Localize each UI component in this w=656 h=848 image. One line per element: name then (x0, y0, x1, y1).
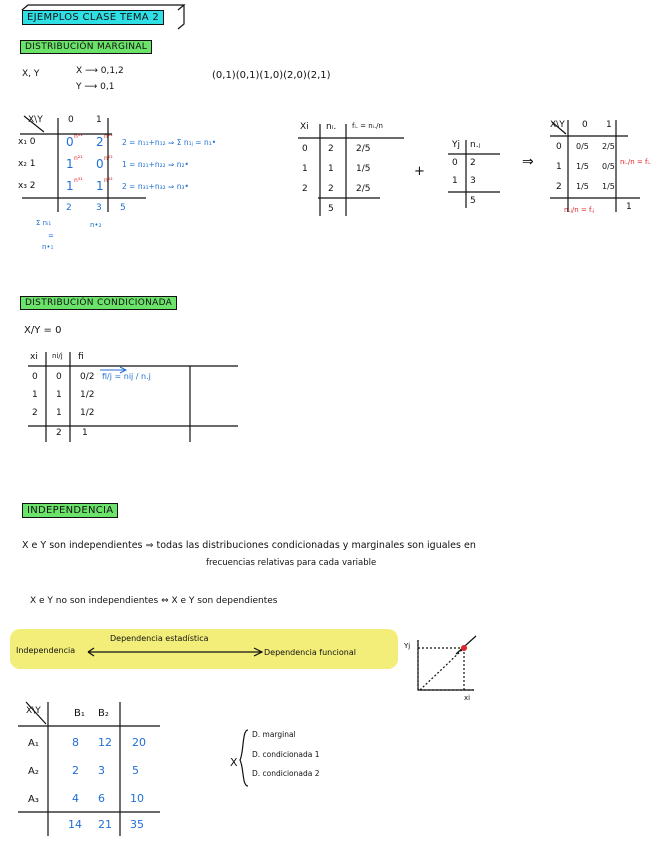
ex-grand-total: 35 (130, 818, 144, 831)
vars-text: X, Y (22, 69, 40, 79)
rt-cell: 0/5 (602, 162, 615, 171)
scale-right: Dependencia funcional (264, 648, 356, 657)
tx-cell: 2 (328, 144, 334, 154)
tx-cell: 2/5 (356, 184, 371, 194)
ex-row-h: A₂ (28, 766, 39, 777)
ex-row-total: 20 (132, 736, 146, 749)
plot-x-label: xi (464, 694, 471, 702)
ct-cell: 0/2 (80, 372, 95, 382)
list-item: D. marginal (252, 730, 296, 739)
col-total: 2 (66, 203, 72, 213)
y-map: Y ⟶ 0,1 (76, 82, 115, 92)
ct-cell: 1/2 (80, 390, 95, 400)
row-note: 2 = n₃₁+n₃₂ ⇒ n₃• (122, 182, 189, 191)
ex-cell: 4 (72, 792, 79, 805)
tx-cell: 2 (302, 184, 308, 194)
ex-col: B₂ (98, 708, 109, 719)
ex-cell: 6 (98, 792, 105, 805)
ex-row-h: A₁ (28, 738, 39, 749)
foot-n1: n•₁ (42, 243, 54, 251)
ex-col-total: 14 (68, 818, 82, 831)
x-map: X ⟶ 0,1,2 (76, 66, 124, 76)
ex-cell: 2 (72, 764, 79, 777)
tx-total: 5 (328, 204, 334, 214)
ty-cell: 3 (470, 176, 476, 186)
conditional-text: X/Y = 0 (24, 325, 62, 336)
indep-line2: X e Y no son independientes ⇔ X e Y son dependientes (30, 596, 278, 606)
indep-line1b: frecuencias relativas para cada variable (206, 558, 377, 568)
foot-n2: n•₂ (90, 221, 102, 229)
tx-h2: fᵢ. = nᵢ./n (352, 122, 383, 130)
rt-cell: 0/5 (576, 142, 589, 151)
joint-cell: 1 (66, 179, 74, 193)
scale-left: Independencia (16, 646, 76, 655)
list-item: D. condicionada 2 (252, 769, 320, 778)
ct-h: xi (30, 352, 38, 362)
joint-cell: 1 (66, 157, 74, 171)
rt-col: 1 (606, 120, 612, 130)
ty-total: 5 (470, 196, 476, 206)
pairs-text: (0,1)(0,1)(1,0)(2,0)(2,1) (212, 70, 331, 81)
foot-sum: Σ nᵢ₁ (36, 219, 52, 227)
ex-row-total: 10 (130, 792, 144, 805)
cell-subscript: n³² (104, 177, 113, 184)
list-item: D. condicionada 1 (252, 750, 320, 759)
rt-total: 1 (626, 202, 632, 212)
joint-col-0: 0 (68, 115, 74, 125)
rt-cell: 1/5 (576, 162, 589, 171)
ty-cell: 0 (452, 158, 458, 168)
plus-sign: + (414, 164, 425, 179)
cell-subscript: n²² (104, 155, 113, 162)
ty-h0: Yj (452, 140, 460, 150)
ty-cell: 2 (470, 158, 476, 168)
ex-col: B₁ (74, 708, 85, 719)
joint-row-h-0: x₁ 0 (18, 137, 36, 147)
ct-cell: 0 (56, 372, 62, 382)
joint-cell: 0 (96, 157, 104, 171)
col-total: 3 (96, 203, 102, 213)
foot-eq: = (48, 232, 54, 240)
ct-cell: 1 (56, 390, 62, 400)
rt-cell: 2 (556, 182, 562, 192)
cell-subscript: n³¹ (74, 177, 83, 184)
cell-subscript: n¹² (104, 133, 113, 140)
ct-cell: 1 (32, 390, 38, 400)
scale-mid: Dependencia estadística (110, 634, 209, 643)
tx-cell: 1 (302, 164, 308, 174)
rt-col: 0 (582, 120, 588, 130)
row-note: 2 = n₁₁+n₁₂ ⇒ Σ n₁ⱼ = n₁• (122, 138, 217, 147)
rt-cell: 1/5 (576, 182, 589, 191)
joint-row-h-2: x₃ 2 (18, 181, 36, 191)
ct-formula: fi/j = nij / n.j (102, 372, 151, 381)
tx-cell: 0 (302, 144, 308, 154)
ct-cell: 1 (56, 408, 62, 418)
rt-cell: 2/5 (602, 142, 615, 151)
ex-cell: 12 (98, 736, 112, 749)
cell-subscript: n²¹ (74, 155, 83, 162)
ct-h: fi (78, 352, 84, 362)
section-conditional-label: DISTRIBUCIÓN CONDICIONADA (20, 296, 177, 310)
ct-cell: 1/2 (80, 408, 95, 418)
tx-cell: 2 (328, 184, 334, 194)
tx-h0: Xi (300, 122, 309, 132)
rt-cell: 0 (556, 142, 562, 152)
ct-cell: 0 (32, 372, 38, 382)
row-note: 1 = n₂₁+n₂₂ ⇒ n₂• (122, 160, 189, 169)
ct-total: 1 (82, 428, 88, 438)
ex-cell: 8 (72, 736, 79, 749)
tx-cell: 2/5 (356, 144, 371, 154)
cell-subscript: n¹¹ (74, 133, 83, 140)
joint-corner: X\Y (28, 115, 43, 125)
rt-corner: X\Y (550, 120, 565, 130)
ex-col-total: 21 (98, 818, 112, 831)
joint-col-1: 1 (96, 115, 102, 125)
joint-cell: 1 (96, 179, 104, 193)
joint-cell: 2 (96, 135, 104, 149)
ex-corner: X\Y (26, 706, 41, 716)
grand-total: 5 (120, 203, 126, 213)
ct-total: 2 (56, 428, 62, 438)
page-title: EJEMPLOS CLASE TEMA 2 (22, 10, 164, 25)
tx-cell: 1 (328, 164, 334, 174)
joint-cell: 0 (66, 135, 74, 149)
ty-cell: 1 (452, 176, 458, 186)
section-independence-label: INDEPENDENCIA (22, 503, 118, 518)
rt-cell: 1 (556, 162, 562, 172)
indep-line1: X e Y son independientes ⇒ todas las distribuciones condicionadas y marginales son iguales en (22, 540, 476, 551)
ex-cell: 3 (98, 764, 105, 777)
plot-y-label: Yj (404, 642, 411, 650)
ct-cell: 2 (32, 408, 38, 418)
ex-row-total: 5 (132, 764, 139, 777)
rt-red-bottom: n.ⱼ/n = f.ⱼ (564, 206, 595, 214)
ct-h: ni/j (52, 352, 63, 360)
rt-red-right: nᵢ./n = fᵢ. (620, 158, 651, 166)
tx-h1: nᵢ. (326, 122, 337, 132)
ty-h1: n.ⱼ (470, 140, 481, 150)
rt-cell: 1/5 (602, 182, 615, 191)
tx-cell: 1/5 (356, 164, 371, 174)
ex-row-h: A₃ (28, 794, 39, 805)
implies-arrow: ⇒ (522, 154, 534, 170)
section-marginal-label: DISTRIBUCIÓN MARGINAL (20, 40, 152, 54)
joint-row-h-1: x₂ 1 (18, 159, 36, 169)
x-label: X (230, 756, 238, 769)
